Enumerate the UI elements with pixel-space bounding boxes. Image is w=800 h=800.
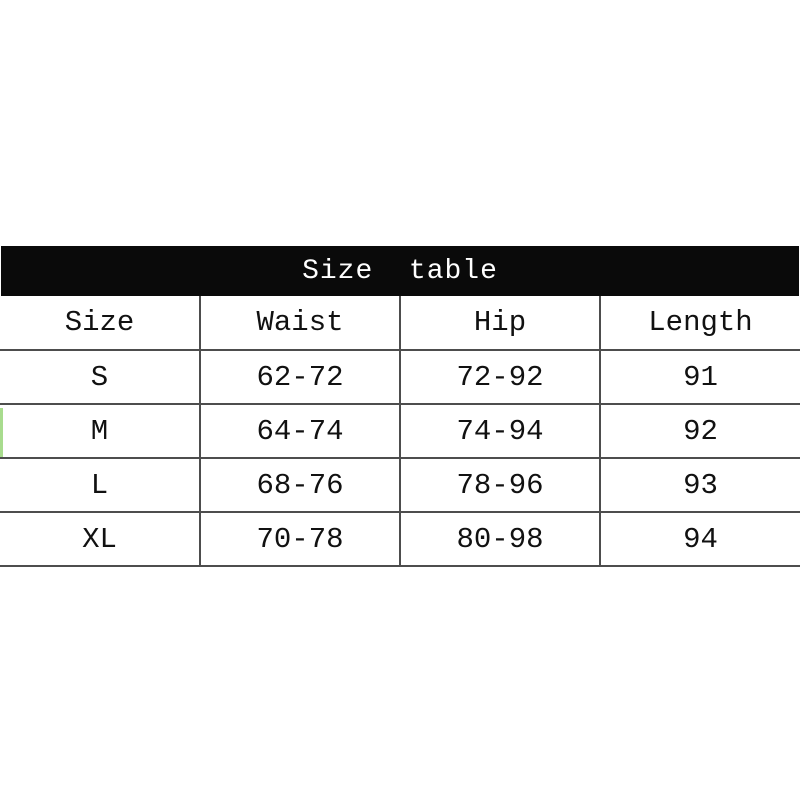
table-row-l [0,458,800,512]
table-row-s [0,350,800,404]
table-row-xl [0,512,800,566]
size-chart-title: Size table [302,255,498,287]
cell-hip: 72-92 [400,350,600,404]
cell-waist: 68-76 [200,458,400,512]
cell-waist: 70-78 [200,512,400,566]
cell-waist: 64-74 [200,404,400,458]
cell-length: 94 [600,512,800,566]
cell-size: L [0,458,200,512]
cell-size: S [0,350,200,404]
left-edge-accent-strip [0,408,3,457]
cell-hip: 74-94 [400,404,600,458]
size-chart-title-bar [1,246,799,296]
cell-hip: 78-96 [400,458,600,512]
column-header-hip: Hip [400,296,600,350]
column-header-length: Length [600,296,800,350]
cell-size: XL [0,512,200,566]
cell-length: 91 [600,350,800,404]
table-row-m [0,404,800,458]
cell-length: 92 [600,404,800,458]
cell-waist: 62-72 [200,350,400,404]
cell-size: M [0,404,200,458]
cell-length: 93 [600,458,800,512]
size-table-header-row [0,296,800,350]
column-header-size: Size [0,296,200,350]
size-chart [0,246,800,567]
size-table [0,296,800,567]
cell-hip: 80-98 [400,512,600,566]
column-header-waist: Waist [200,296,400,350]
